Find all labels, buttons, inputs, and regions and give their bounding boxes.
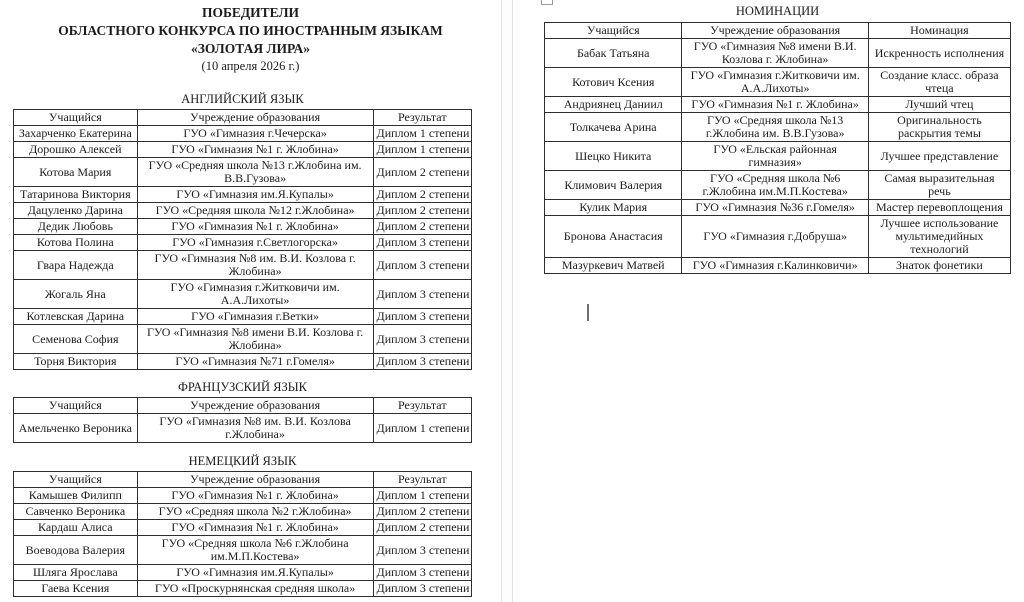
table-row (545, 39, 1011, 68)
institution-cell[interactable]: ГУО «Гимназия им.Я.Купалы» (137, 565, 373, 581)
nominations-heading[interactable]: НОМИНАЦИИ (735, 4, 820, 18)
column-header[interactable]: Учащийся (14, 398, 138, 414)
column-header[interactable]: Результат (373, 472, 471, 488)
column-header[interactable]: Учащийся (545, 23, 682, 39)
table-row (545, 113, 1011, 142)
student-cell[interactable]: Гвара Надежда (14, 251, 138, 280)
table-row (14, 536, 472, 565)
document-title[interactable] (0, 4, 501, 58)
section-english (0, 92, 501, 370)
student-cell[interactable]: Дедик Любовь (14, 219, 138, 235)
table-header-row (14, 398, 472, 414)
institution-cell[interactable]: ГУО «Гимназия г.Житковичи им. А.А.Лихоты» (682, 68, 868, 97)
result-cell[interactable]: Диплом 2 степени (373, 504, 471, 520)
nomination-cell[interactable]: Самая выразительная речь (868, 171, 1010, 200)
institution-cell[interactable]: ГУО «Гимназия г.Добруша» (682, 216, 868, 258)
table-row (545, 171, 1011, 200)
table-header-row (14, 472, 472, 488)
student-cell[interactable]: Шляга Ярослава (14, 565, 138, 581)
table-row (14, 235, 472, 251)
result-cell[interactable]: Диплом 3 степени (373, 309, 471, 325)
student-cell[interactable]: Котова Полина (14, 235, 138, 251)
student-cell[interactable]: Захарченко Екатерина (14, 126, 138, 142)
nomination-cell[interactable]: Мастер перевоплощения (868, 200, 1010, 216)
table-row (545, 216, 1011, 258)
table-row (14, 219, 472, 235)
student-cell[interactable]: Кулик Мария (545, 200, 682, 216)
student-cell[interactable]: Воеводова Валерия (14, 536, 138, 565)
nomination-cell[interactable]: Искренность исполнения (868, 39, 1010, 68)
institution-cell[interactable]: ГУО «Гимназия №36 г.Гомеля» (682, 200, 868, 216)
nomination-cell[interactable]: Лучшее использование мультимедийных технологий (868, 216, 1010, 258)
institution-cell[interactable]: ГУО «Средняя школа №13 г.Жлобина им. В.В.Гузова» (682, 113, 868, 142)
student-cell[interactable]: Мазуркевич Матвей (545, 258, 682, 274)
result-cell[interactable]: Диплом 3 степени (373, 536, 471, 565)
result-cell[interactable]: Диплом 3 степени (373, 565, 471, 581)
column-header[interactable]: Учреждение образования (137, 398, 373, 414)
table-row (14, 488, 472, 504)
column-header[interactable]: Учреждение образования (137, 472, 373, 488)
institution-cell[interactable]: ГУО «Средняя школа №2 г.Жлобина» (137, 504, 373, 520)
column-header[interactable]: Результат (373, 110, 471, 126)
table-row (14, 504, 472, 520)
student-cell[interactable]: Камышев Филипп (14, 488, 138, 504)
institution-cell[interactable]: ГУО «Средняя школа №12 г.Жлобина» (137, 203, 373, 219)
nomination-cell[interactable]: Лучшее представление (868, 142, 1010, 171)
column-header[interactable]: Учреждение образования (137, 110, 373, 126)
institution-cell[interactable]: ГУО «Гимназия им.Я.Купалы» (137, 187, 373, 203)
table-header-row (545, 23, 1011, 39)
student-cell[interactable]: Климович Валерия (545, 171, 682, 200)
title-line-2[interactable]: ОБЛАСТНОГО КОНКУРСА ПО ИНОСТРАННЫМ ЯЗЫКАМ (58, 23, 443, 38)
student-cell[interactable]: Гаева Ксения (14, 581, 138, 597)
student-cell[interactable]: Дорошко Алексей (14, 142, 138, 158)
german-results-table[interactable] (13, 471, 472, 597)
institution-cell[interactable]: ГУО «Гимназия №1 г. Жлобина» (137, 488, 373, 504)
title-line-3[interactable]: «ЗОЛОТАЯ ЛИРА» (190, 41, 311, 56)
student-cell[interactable]: Шецко Никита (545, 142, 682, 171)
result-cell[interactable]: Диплом 1 степени (373, 488, 471, 504)
table-row (545, 258, 1011, 274)
student-cell[interactable]: Котлевская Дарина (14, 309, 138, 325)
page-2-content (513, 0, 1024, 602)
english-results-table[interactable] (13, 109, 472, 370)
student-cell[interactable]: Андриянец Даниил (545, 97, 682, 113)
student-cell[interactable]: Семенова София (14, 325, 138, 354)
student-cell[interactable]: Дацуленко Дарина (14, 203, 138, 219)
table-row (14, 565, 472, 581)
table-row (545, 68, 1011, 97)
result-cell[interactable]: Диплом 2 степени (373, 187, 471, 203)
result-cell[interactable]: Диплом 3 степени (373, 280, 471, 309)
section-heading-french[interactable]: ФРАНЦУЗСКИЙ ЯЗЫК (178, 380, 307, 394)
table-row (14, 354, 472, 370)
page-2[interactable] (512, 0, 1024, 602)
institution-cell[interactable]: ГУО «Гимназия №8 имени В.И. Козлова г. Жлобина» (682, 39, 868, 68)
student-cell[interactable]: Савченко Вероника (14, 504, 138, 520)
institution-cell[interactable]: ГУО «Гимназия №71 г.Гомеля» (137, 354, 373, 370)
result-cell[interactable]: Диплом 2 степени (373, 219, 471, 235)
result-cell[interactable]: Диплом 3 степени (373, 581, 471, 597)
institution-cell[interactable]: ГУО «Ельская районная гимназия» (682, 142, 868, 171)
institution-cell[interactable]: ГУО «Средняя школа №6 г.Жлобина им.М.П.Костева» (137, 536, 373, 565)
section-french (0, 380, 501, 443)
column-header[interactable]: Учреждение образования (682, 23, 868, 39)
nomination-cell[interactable]: Оригинальность раскрытия темы (868, 113, 1010, 142)
student-cell[interactable]: Жогаль Яна (14, 280, 138, 309)
student-cell[interactable]: Котович Ксения (545, 68, 682, 97)
table-row (14, 280, 472, 309)
institution-cell[interactable]: ГУО «Средняя школа №6 г.Жлобина им.М.П.Костева» (682, 171, 868, 200)
table-row (545, 97, 1011, 113)
institution-cell[interactable]: ГУО «Гимназия г.Чечерска» (137, 126, 373, 142)
institution-cell[interactable]: ГУО «Гимназия №1 г. Жлобина» (137, 520, 373, 536)
nomination-cell[interactable]: Знаток фонетики (868, 258, 1010, 274)
institution-cell[interactable]: ГУО «Гимназия г.Житковичи им. А.А.Лихоты» (137, 280, 373, 309)
institution-cell[interactable]: ГУО «Средняя школа №13 г.Жлобина им. В.В.Гузова» (137, 158, 373, 187)
column-header[interactable]: Учащийся (14, 110, 138, 126)
section-heading-german[interactable]: НЕМЕЦКИЙ ЯЗЫК (188, 454, 297, 468)
table-header-row (14, 110, 472, 126)
table-row (14, 158, 472, 187)
institution-cell[interactable]: ГУО «Гимназия №1 г. Жлобина» (137, 219, 373, 235)
result-cell[interactable]: Диплом 2 степени (373, 158, 471, 187)
result-cell[interactable]: Диплом 2 степени (373, 203, 471, 219)
result-cell[interactable]: Диплом 1 степени (373, 126, 471, 142)
institution-cell[interactable]: ГУО «Гимназия №8 имени В.И. Козлова г. Жлобина» (137, 325, 373, 354)
result-cell[interactable]: Диплом 3 степени (373, 251, 471, 280)
table-row (14, 325, 472, 354)
table-row (14, 581, 472, 597)
student-cell[interactable]: Бронова Анастасия (545, 216, 682, 258)
institution-cell[interactable]: ГУО «Гимназия №8 им. В.И. Козлова г.Жлобина» (137, 414, 373, 443)
table-row (14, 414, 472, 443)
nominations-table[interactable] (544, 22, 1011, 274)
institution-cell[interactable]: ГУО «Проскурнянская средняя школа» (137, 581, 373, 597)
institution-cell[interactable]: ГУО «Гимназия г.Калинковичи» (682, 258, 868, 274)
table-row (14, 203, 472, 219)
table-row (545, 200, 1011, 216)
student-cell[interactable]: Толкачева Арина (545, 113, 682, 142)
student-cell[interactable]: Кардаш Алиса (14, 520, 138, 536)
column-header[interactable]: Учащийся (14, 472, 138, 488)
student-cell[interactable]: Котова Мария (14, 158, 138, 187)
date-line[interactable]: (10 апреля 2026 г.) (201, 59, 300, 73)
result-cell[interactable]: Диплом 1 степени (373, 142, 471, 158)
section-german (0, 454, 501, 597)
text-cursor-caret (587, 304, 589, 321)
nomination-cell[interactable]: Лучший чтец (868, 97, 1010, 113)
result-cell[interactable]: Диплом 3 степени (373, 325, 471, 354)
institution-cell[interactable]: ГУО «Гимназия г.Светлогорска» (137, 235, 373, 251)
table-row (14, 187, 472, 203)
column-header[interactable]: Номинация (868, 23, 1010, 39)
institution-cell[interactable]: ГУО «Гимназия №1 г. Жлобина» (682, 97, 868, 113)
institution-cell[interactable]: ГУО «Гимназия №8 им. В.И. Козлова г. Жлобина» (137, 251, 373, 280)
student-cell[interactable]: Торня Виктория (14, 354, 138, 370)
table-row (14, 251, 472, 280)
institution-cell[interactable]: ГУО «Гимназия г.Ветки» (137, 309, 373, 325)
result-cell[interactable]: Диплом 3 степени (373, 354, 471, 370)
table-row (14, 309, 472, 325)
institution-cell[interactable]: ГУО «Гимназия №1 г. Жлобина» (137, 142, 373, 158)
french-results-table[interactable] (13, 397, 472, 443)
student-cell[interactable]: Амельченко Вероника (14, 414, 138, 443)
student-cell[interactable]: Татаринова Виктория (14, 187, 138, 203)
cropped-object-anchor (541, 0, 553, 5)
result-cell[interactable]: Диплом 1 степени (373, 414, 471, 443)
section-heading-english[interactable]: АНГЛИЙСКИЙ ЯЗЫК (181, 92, 304, 106)
title-line-1[interactable]: ПОБЕДИТЕЛИ (201, 5, 300, 20)
column-header[interactable]: Результат (373, 398, 471, 414)
page-1-content (0, 0, 501, 597)
page-1[interactable] (0, 0, 502, 602)
nomination-cell[interactable]: Создание класс. образа чтеца (868, 68, 1010, 97)
table-row (14, 142, 472, 158)
table-row (14, 520, 472, 536)
result-cell[interactable]: Диплом 3 степени (373, 235, 471, 251)
result-cell[interactable]: Диплом 2 степени (373, 520, 471, 536)
table-row (14, 126, 472, 142)
student-cell[interactable]: Бабак Татьяна (545, 39, 682, 68)
table-row (545, 142, 1011, 171)
